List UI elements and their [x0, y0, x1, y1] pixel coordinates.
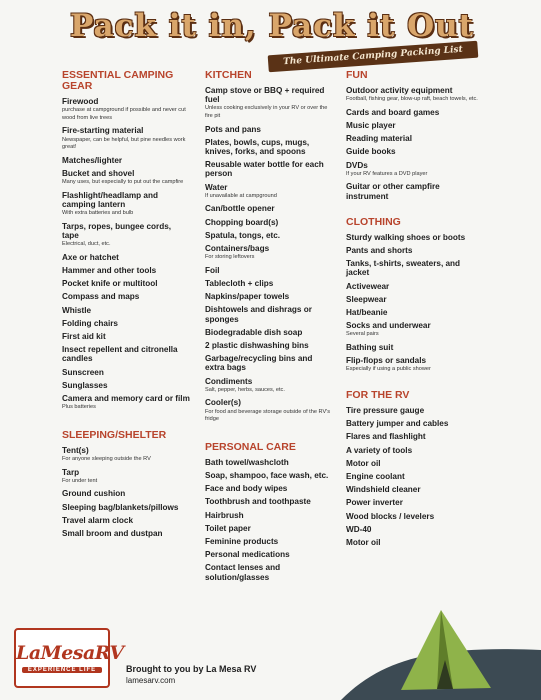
- list-item: [62, 489, 190, 498]
- list-item: [346, 538, 481, 547]
- list-item: [346, 485, 481, 494]
- section-heading: CLOTHING: [346, 215, 401, 228]
- list-item: [205, 125, 333, 134]
- item-label: Water: [205, 182, 228, 192]
- item-label: Plates, bowls, cups, mugs, knives, forks, and spoons: [205, 137, 310, 156]
- item-label: Sleeping bag/blankets/pillows: [62, 502, 179, 512]
- list-item: [346, 356, 481, 374]
- item-label: Ground cushion: [62, 489, 126, 499]
- item-label: Socks and underwear: [346, 321, 431, 331]
- logo-name: LaMesaRV: [16, 642, 124, 664]
- item-label: Spatula, tongs, etc.: [205, 230, 281, 240]
- item-label: Motor oil: [346, 538, 381, 548]
- section-heading: FOR THE RV: [346, 389, 410, 402]
- item-label: Flares and flashlight: [346, 432, 426, 442]
- item-label: Can/bottle opener: [205, 204, 275, 214]
- item-label: Hat/beanie: [346, 308, 388, 318]
- item-label: Sturdy walking shoes or boots: [346, 232, 466, 242]
- item-label: Music player: [346, 121, 396, 130]
- list-item: [205, 341, 333, 350]
- item-label: WD-40: [346, 524, 372, 534]
- column-1: [62, 70, 190, 542]
- item-note: With extra batteries and bulb: [62, 210, 134, 217]
- item-label: Insect repellent and citronella candles: [62, 345, 178, 364]
- item-label: Pocket knife or multitool: [62, 279, 158, 289]
- list-item: [62, 345, 190, 363]
- list-item: [346, 406, 481, 415]
- list-item: [205, 471, 333, 480]
- item-note: Many uses, but especially to put out the campfire: [62, 179, 184, 186]
- section: [62, 70, 190, 412]
- item-label: Outdoor activity equipment: [346, 86, 453, 95]
- list-item: [205, 292, 333, 301]
- list-item: [205, 204, 333, 213]
- item-label: Garbage/recycling bins and extra bags: [205, 354, 313, 373]
- list-item: [346, 282, 481, 291]
- list-item: [62, 503, 190, 512]
- list-item: [346, 246, 481, 255]
- item-label: Tablecloth + clips: [205, 279, 274, 289]
- section: [205, 442, 333, 582]
- item-label: Sunscreen: [62, 367, 104, 377]
- item-label: Travel alarm clock: [62, 515, 134, 525]
- list-item: [62, 306, 190, 315]
- item-label: Dishtowels and dishrags or sponges: [205, 305, 312, 324]
- list-item: [346, 147, 481, 156]
- item-note: Salt, pepper, herbs, sauces, etc.: [205, 386, 285, 393]
- item-label: Contact lenses and solution/glasses: [205, 563, 281, 582]
- list-item: [205, 231, 333, 240]
- item-label: Matches/lighter: [62, 155, 123, 165]
- item-label: Sunglasses: [62, 380, 108, 390]
- item-label: Bucket and shovel: [62, 168, 135, 178]
- item-label: Tire pressure gauge: [346, 406, 425, 416]
- item-label: Tarps, ropes, bungee cords, tape: [62, 221, 172, 240]
- list-item: [205, 305, 333, 323]
- item-label: Toothbrush and toothpaste: [205, 497, 311, 507]
- item-label: Flip-flops or sandals: [346, 356, 427, 366]
- item-note: Football, fishing gear, blow-up raft, beach towels, etc.: [346, 96, 478, 103]
- list-item: [346, 432, 481, 441]
- website-link[interactable]: lamesarv.com: [126, 676, 176, 685]
- list-item: [62, 191, 190, 218]
- item-label: Chopping board(s): [205, 217, 279, 227]
- list-item: [346, 134, 481, 143]
- list-item: [62, 394, 190, 412]
- column-3: [346, 70, 481, 551]
- item-note: Newspaper, can be helpful, but pine needles work great!: [62, 136, 186, 151]
- section: [62, 430, 190, 538]
- item-label: Personal medications: [205, 550, 290, 560]
- section-heading: FUN: [346, 69, 368, 81]
- item-note: For food and beverage storage outside of the RV's fridge: [205, 408, 331, 423]
- list-item: [62, 529, 190, 538]
- list-item: [62, 446, 190, 464]
- item-label: Pots and pans: [205, 124, 261, 134]
- item-label: Containers/bags: [205, 244, 270, 254]
- item-label: Motor oil: [346, 458, 381, 468]
- item-label: Engine coolant: [346, 472, 405, 482]
- list-item: [62, 368, 190, 377]
- list-item: [205, 458, 333, 467]
- item-note: Electrical, duct, etc.: [62, 241, 111, 248]
- list-item: [62, 97, 190, 122]
- item-label: Bathing suit: [346, 343, 394, 353]
- list-item: [62, 319, 190, 328]
- item-label: Feminine products: [205, 537, 279, 547]
- list-item: [62, 222, 190, 249]
- list-item: [346, 446, 481, 455]
- list-item: [346, 459, 481, 468]
- list-item: [205, 218, 333, 227]
- list-item: [62, 468, 190, 486]
- list-item: [346, 343, 481, 352]
- section-heading: SLEEPING/SHELTER: [62, 428, 167, 441]
- subtitle-ribbon: The Ultimate Camping Packing List: [268, 41, 479, 73]
- list-item: [346, 121, 481, 130]
- list-item: [346, 161, 481, 179]
- list-item: [205, 160, 333, 178]
- list-item: [346, 308, 481, 317]
- la-mesa-rv-logo[interactable]: [14, 628, 124, 688]
- brought-by-text: Brought to you by La Mesa RV: [126, 664, 257, 674]
- list-item: [205, 328, 333, 337]
- item-label: Flashlight/headlamp and camping lantern: [62, 190, 158, 209]
- item-label: Reading material: [346, 134, 412, 144]
- item-label: Fire-starting material: [62, 126, 144, 136]
- item-label: Whistle: [62, 305, 92, 315]
- list-item: [205, 183, 333, 201]
- list-item: [346, 108, 481, 117]
- list-item: [62, 169, 190, 187]
- item-label: Napkins/paper towels: [205, 292, 290, 302]
- item-note: If your RV features a DVD player: [346, 170, 428, 177]
- item-label: 2 plastic dishwashing bins: [205, 341, 309, 351]
- item-note: Plus batteries: [62, 404, 96, 411]
- item-label: Tent(s): [62, 445, 89, 455]
- header: [0, 0, 541, 70]
- item-label: Sleepwear: [346, 294, 387, 304]
- list-item: [346, 472, 481, 481]
- item-label: Tarp: [62, 467, 80, 477]
- item-label: Activewear: [346, 281, 390, 291]
- list-item: [205, 497, 333, 506]
- item-label: Reusable water bottle for each person: [205, 160, 324, 179]
- section: [346, 70, 481, 201]
- list-item: [62, 156, 190, 165]
- item-label: Battery jumper and cables: [346, 419, 449, 429]
- section-heading: KITCHEN: [205, 69, 252, 81]
- item-label: Cards and board games: [346, 107, 440, 117]
- item-label: Tanks, t-shirts, sweaters, and jacket: [346, 259, 461, 278]
- item-label: Folding chairs: [62, 318, 118, 328]
- list-item: [205, 86, 333, 121]
- list-item: [346, 525, 481, 534]
- list-item: [205, 266, 333, 275]
- list-item: [62, 253, 190, 262]
- section-heading: PERSONAL CARE: [205, 440, 296, 453]
- list-item: [346, 86, 481, 104]
- list-item: [205, 563, 333, 581]
- list-item: [62, 516, 190, 525]
- item-note: Unless cooking exclusively in your RV or over the fire pit: [205, 105, 328, 119]
- list-item: [62, 292, 190, 301]
- item-label: Bath towel/washcloth: [205, 457, 289, 467]
- list-item: [346, 233, 481, 242]
- item-label: Guitar or other campfire instrument: [346, 182, 440, 201]
- item-label: Wood blocks / levelers: [346, 511, 435, 521]
- list-item: [62, 279, 190, 288]
- item-label: Compass and maps: [62, 292, 140, 302]
- item-label: Power inverter: [346, 498, 403, 508]
- item-label: Foil: [205, 265, 220, 275]
- item-label: Guide books: [346, 147, 396, 157]
- column-2: [205, 70, 333, 586]
- item-label: Condiments: [205, 376, 253, 386]
- item-note: Several pairs: [346, 331, 379, 338]
- list-item: [346, 295, 481, 304]
- list-item: [62, 266, 190, 275]
- item-label: Small broom and dustpan: [62, 529, 163, 539]
- list-item: [62, 381, 190, 390]
- item-label: Camera and memory card or film: [62, 394, 190, 404]
- list-item: [205, 484, 333, 493]
- item-label: Face and body wipes: [205, 484, 288, 494]
- item-note: Especially if using a public shower: [346, 366, 431, 373]
- item-label: Toilet paper: [205, 523, 251, 533]
- item-label: Hammer and other tools: [62, 265, 157, 275]
- item-label: Firewood: [62, 97, 99, 106]
- list-item: [205, 279, 333, 288]
- list-item: [346, 182, 481, 200]
- logo-tagline: EXPERIENCE LIFE: [22, 667, 102, 673]
- list-item: [205, 138, 333, 156]
- list-item: [205, 354, 333, 372]
- item-label: Camp stove or BBQ + required fuel: [205, 86, 325, 105]
- section-heading: ESSENTIAL CAMPING GEAR: [62, 69, 174, 92]
- item-note: For under tent: [62, 477, 98, 484]
- list-item: [205, 377, 333, 395]
- list-item: [205, 511, 333, 520]
- item-label: Cooler(s): [205, 398, 241, 408]
- list-item: [205, 550, 333, 559]
- item-label: Pants and shorts: [346, 246, 413, 256]
- item-note: purchase at campground if possible and never cut wood from live trees: [62, 107, 186, 121]
- item-label: First aid kit: [62, 332, 106, 341]
- section: [346, 390, 481, 547]
- item-label: Hairbrush: [205, 510, 244, 520]
- item-label: Windshield cleaner: [346, 485, 421, 495]
- section: [346, 217, 481, 374]
- list-item: [346, 498, 481, 507]
- item-note: For anyone sleeping outside the RV: [62, 456, 151, 463]
- list-item: [205, 244, 333, 262]
- item-label: A variety of tools: [346, 445, 413, 455]
- list-item: [205, 398, 333, 423]
- list-item: [346, 419, 481, 428]
- list-item: [346, 321, 481, 339]
- item-label: Soap, shampoo, face wash, etc.: [205, 471, 329, 481]
- tent-hill-illustration: [341, 550, 541, 700]
- list-item: [62, 126, 190, 151]
- item-label: Axe or hatchet: [62, 252, 119, 262]
- list-item: [346, 512, 481, 521]
- page-title: Pack it in, Pack it Out: [70, 8, 474, 44]
- item-note: If unavailable at campground: [205, 192, 277, 199]
- item-label: DVDs: [346, 160, 368, 170]
- section: [205, 70, 333, 424]
- item-note: For storing leftovers: [205, 254, 255, 261]
- list-item: [205, 524, 333, 533]
- list-item: [205, 537, 333, 546]
- item-label: Biodegradable dish soap: [205, 327, 303, 337]
- list-item: [346, 259, 481, 277]
- list-item: [62, 332, 190, 341]
